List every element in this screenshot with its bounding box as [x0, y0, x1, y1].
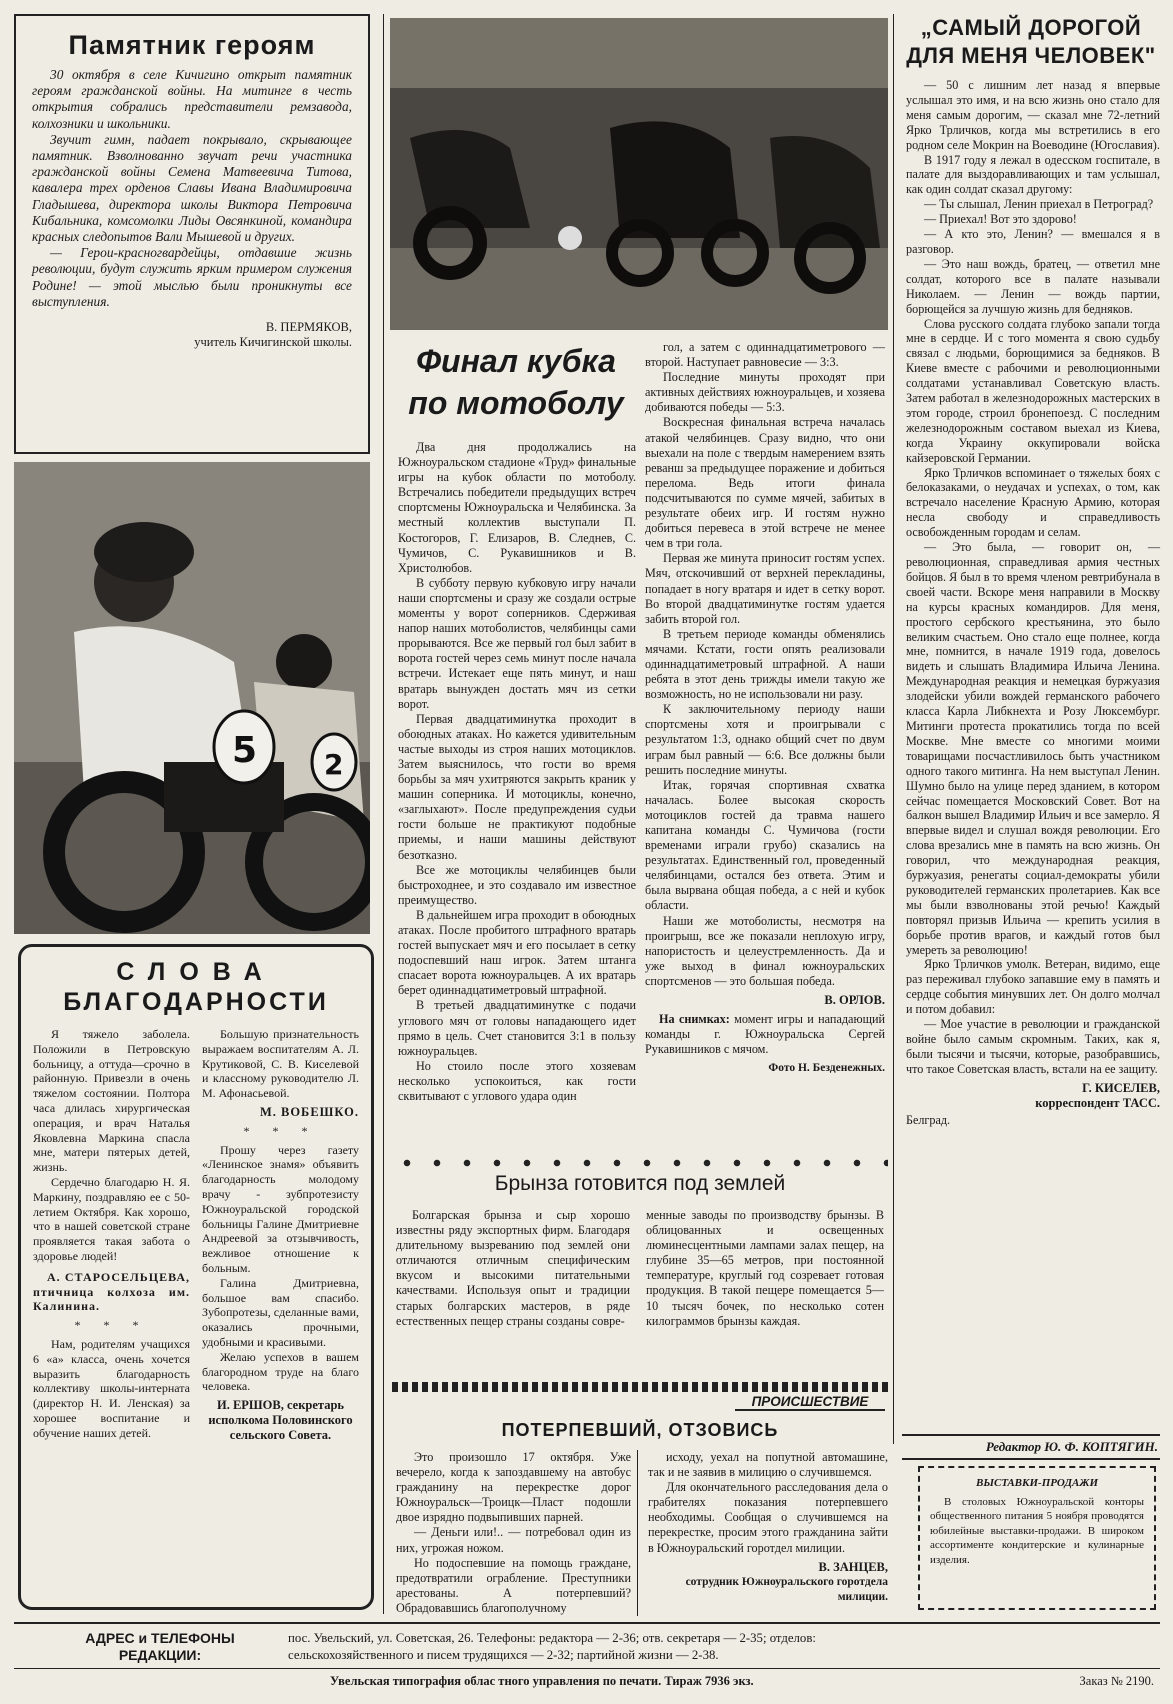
wavy-separator [392, 1382, 888, 1392]
motoball-game-illustration [390, 18, 888, 330]
moto-paragraph: Итак, горячая спортивная схватка началась. Более высокая скорость мотоциклов гостей да травма нашего капитана команды С. Чумичова (гости временами играли грубо) сказались на результатах. Единственный гол, проведенный челябинцами, остался без ответа. Этим и была вырвана общая победа, а с ней и кубок области. [645, 777, 885, 913]
monument-paragraph: — Герои-красногвардейцы, отдавшие жизнь революции, будут служить ярким примером служения Родине! — этой мыслью были проникнуты все выступления. [32, 245, 352, 309]
moto-paragraph: Последние минуты проходят при активных действиях южноуральцев, и хозяева добиваются победы — 5:3. [645, 370, 885, 415]
person-paragraph: — Ты слышал, Ленин приехал в Петроград? [924, 197, 1154, 212]
incident-rubric: ПРОИСШЕСТВИЕ [735, 1394, 885, 1411]
moto-photo-game [390, 18, 888, 330]
thanks-paragraph: Нам, родителям учащихся 6 «а» класса, очень хочется выразить благодарность коллективу школы-интерната (директор Н. И. Ленская) за хорошее воспитание и обучение наших детей. [33, 1336, 190, 1440]
incident-paragraph: Это произошло 17 октября. Уже вечерело, когда к запоздавшему на автобус гражданину на перекрестке дорог Южноуральск—Троицк—Пласт подошли двое изрядно подвыпивших парней. [396, 1450, 631, 1525]
moto-paragraph: В дальнейшем игра проходит в обоюдных атаках. После пробитого штрафного вратарь гостей выпускает мяч и его посылает в сетку подоспевший наш игрок. Затем штанга спасает ворота южноуральцев. А их вратарь берет одиннадцатиметровый штрафной. [398, 907, 636, 998]
person-title [902, 14, 1160, 70]
person-paragraph: — Это была, — говорит он, — революционная, справедливая армия честных бойцов. Я был в то время членом ревтрибунала в своей части. Вскоре меня направили в Москву на курсы красных командиров. Для меня, простого сербского крестьянина, это было великим счастьем. Оно стало еще полнее, когда мне, помнится, в начале 1919 года, довелось видеть и слышать Владимира Ильича Ленина. Международная реакция и немецкая буржуазия злодейски убили вождей германского рабочего класса Карла Либкнехта и Розу Люксембург. Митинги протеста прокатились тогда по всей Москве. Мне вместе со многими моими товарищами посчастливилось быть участником одного такого митинга. На нем выступал Ленин. Шумно было на улице перед зданием, в котором сейчас помещается Московский Совет. Вот на балкон вышел Владимир Ильич и все замерло. Я впервые видел и слушал вождя революции. Его слова врезались мне в память на всю жизнь. Он говорил, что международная реакция, буржуазия, ренегаты социал-демократы убили руководителей германских пролетариев. Как все мы были взволнованы этой речью! Каждый повторял призыв Ильича — крепить усилия в борьбе против врагов, и каждый готов был умереть за революцию! [906, 540, 1160, 957]
monument-paragraph: Звучит гимн, падает покрывало, скрывающее памятник. Взволнованно звучат речи участника гражданской войны Семена Матвеевича Титова, кавалера трех орденов Славы Ивана Владимировича Гладышева, директора школы Виктора Петровича Кибальника, комсомолки Лиды Овсянкиной, командира красных следопытов Вали Мышевой и других. [32, 131, 352, 245]
moto-paragraph: Два дня продолжались на Южноуральском стадионе «Труд» финальные игры на кубок области по мотоболу. Встречались победители предыдущих встреч спортсмены Южноуральска и Челябинска. За местный коллектив выступали П. Костогоров, Г. Елизаров, В. Следнев, С. Чумичов, С. Рукавишников и В. Христолюбов. [398, 440, 636, 575]
person-author-role: корреспондент ТАСС. [1035, 1095, 1160, 1110]
monument-paragraph: 30 октября в селе Кичигино открыт памятник героям гражданской войны. На митинге в честь открытия собрались представители ремзавода, колхозники и школьники. [32, 67, 352, 131]
monument-author-role: учитель Кичигинской школы. [194, 335, 352, 350]
motorcycle-rider-illustration [14, 462, 370, 934]
incident-author: В. ЗАНЦЕВ, [818, 1559, 888, 1574]
person-title-line1: „САМЫЙ ДОРОГОЙ [920, 15, 1142, 40]
thanks-separator: * * * [74, 1318, 149, 1333]
moto-paragraph: Первая же минута приносит гостям успех. Мяч, отскочивший от верхней перекладины, попадает в ногу вратаря и идет в сетку ворот. Во второй двадцатиминутке гостям удается забить второй гол. [645, 551, 885, 626]
footer-address [288, 1630, 1158, 1664]
moto-photo-rider [14, 462, 370, 934]
thanks-paragraph: Желаю успехов в вашем благородном труде на благо человека. [202, 1349, 359, 1394]
thanks-signature: И. ЕРШОВ, секретарь исполкома Половинского сельского Совета. [208, 1398, 353, 1442]
footer-label [60, 1630, 260, 1664]
person-body [906, 78, 1160, 1127]
person-paragraph: — Это наш вождь, братец, — ответил мне солдат, которого все в палате называли Николаем. — Ленин — вождь партии, борющейся за лучшую жизнь для бедняков. [906, 256, 1160, 316]
thanks-paragraph: Прошу через газету «Ленинское знамя» объявить благодарность молодому врачу - зубпротезисту Южноуральской городской больницы Галине Дмитриевне Андреевой за отзывчивость, вежливое отношение к больным. [202, 1142, 359, 1275]
brynza-title: Брынза готовится под землей [494, 1172, 786, 1195]
person-paragraph: — А кто это, Ленин? — вмешался я в разговор. [906, 227, 1160, 256]
thanks-signature: А. СТАРОСЕЛЬЦЕВА, птичница колхоза им. Калинина. [33, 1269, 190, 1314]
thanks-article [18, 944, 374, 1610]
incident-paragraph: — Деньги или!.. — потребовал один из них, угрожая ножом. [396, 1525, 631, 1555]
svg-text:5: 5 [232, 730, 258, 771]
incident-paragraph: Но подоспевшие на помощь граждане, предотвратили ограбление. Преступники арестованы. А потерпевший? Обрадовавшись благополучному [396, 1555, 631, 1615]
footer-rule [14, 1622, 1160, 1624]
moto-col-2 [645, 340, 885, 1077]
moto-caption [645, 1012, 885, 1057]
thanks-paragraph: Сердечно благодарю Н. Я. Маркину, поздравляю ее с 50-летием Октября. Как хорошо, что в нашей советской стране проявляется такая забота о здоровье людей! [33, 1174, 190, 1263]
moto-paragraph: В субботу первую кубковую игру начали наши спортсмены и сразу же создали острые моменты у ворот соперников. Сдерживая напор наших мотоболистов, челябинцы сами прорываются. Все же первый гол был забит в ворота гостей через семь минут после начала встречи. Истекает еще пять минут, и наш вратарь вынужден достать мяч из сетки ворот. [398, 575, 636, 711]
brynza-col-2: менные заводы по производству брынзы. В облицованных и освещенных люминесцентными лампами залах пещер, на глубине 35—65 метров, при постоянной температуре, круглый год созревает готовая продукция. В такой пещере помещается 5—10 тысяч бочек, по несколько сотен килограммов брынзы каждая. [646, 1208, 884, 1328]
thanks-title-line2: БЛАГОДАРНОСТИ [63, 988, 329, 1016]
footer-order: Заказ № 2190. [1079, 1674, 1154, 1688]
footer-imprint: Увельская типография облас тного управления по печати. Тираж 7936 экз. [330, 1674, 754, 1688]
incident-paragraph: Для окончательного расследования дела о грабителях показания потерпевшего необходимы. Сообщая о случившемся на перекрестке, просим этого гражданина зайти в Южноуральский горотдел милиции. [648, 1480, 888, 1555]
moto-paragraph: гол, а затем с одиннадцатиметрового — второй. Наступает равновесие — 3:3. [645, 340, 885, 370]
person-paragraph: — Мое участие в революции и гражданской войне было самым скромным. Таких, как я, были тысячи и тысячи, которые, разобравшись, что такое Советская власть, встали на ее защиту. [906, 1017, 1160, 1076]
incident-paragraph: исходу, уехал на попутной автомашине, так и не заявив в милицию о случившемся. [648, 1450, 888, 1480]
person-paragraph: Слова русского солдата глубоко запали тогда мне в сердце. И с того момента я свою судьбу связал с людьми, борющимися за бедняков. В Киеве вместе с рабочими и революционными солдатами устанавливал Советскую власть. Затем работал в железнодорожных мастерских в этом городе, строил бронепоезд. С последним железнодорожным составом выехал из Киева, когда Украину оккупировали войска кайзеровской Германии. [906, 316, 1160, 465]
monument-body [32, 67, 352, 310]
thanks-paragraph: Галина Дмитриевна, большое вам спасибо. Зубопротезы, сделанные вами, оказались прочными, удобными и красивыми. [202, 1275, 359, 1349]
thanks-title-line1: СЛОВА [116, 958, 276, 986]
incident-col-2 [648, 1450, 888, 1605]
editor-line: Редактор Ю. Ф. КОПТЯГИН. [902, 1434, 1160, 1460]
svg-text:2: 2 [324, 748, 344, 781]
footer-label-line2: РЕДАКЦИИ: [118, 1647, 202, 1663]
incident-title: ПОТЕРПЕВШИЙ, ОТЗОВИСЬ [501, 1420, 779, 1440]
footer-address-line1: пос. Увельский, ул. Советская, 26. Телефоны: редактора — 2-36; отв. секретаря — 2-35; отделов: [288, 1631, 816, 1645]
column-rule [893, 14, 894, 1444]
dot-separator [392, 1158, 888, 1168]
moto-paragraph: К заключительному периоду наши спортсмены хотя и проигрывали с результатом 1:3, однако общий счет по двум играм был равный — 6:6. Все должны были решить последние минуты. [645, 702, 885, 777]
moto-title-line1: Финал кубка [416, 343, 616, 379]
thanks-col-right [202, 1027, 359, 1443]
thanks-paragraph: Я тяжело заболела. Положили в Петровскую больницу, а оттуда—срочно в районную. Привезли в очень тяжелом состоянии. Полтора часа длилась хирургическая операция, и врач Наталья Яковлевна Маркина спасла мне, матери пятерых детей, жизнь. [33, 1027, 190, 1175]
moto-paragraph: Первая двадцатиминутка проходит в обоюдных атаках. Но кажется удивительным частые выходы из строя наших мотоциклов. Затем выяснилось, что гости во время борьбы за мяч ухитряются закрыть краник у машин соперника. И мотоциклы, конечно, «заглыхают». После предупреждения судьи гости больше не практикуют подобные приемы, и наши машины действуют безотказно. [398, 711, 636, 862]
thanks-separator: * * * [243, 1123, 318, 1138]
person-paragraph: Ярко Трличков вспоминает о тяжелых боях с белоказаками, о неудачах и успехах, о том, как встречало население Красную Армию, которая несла свободу и справедливость освобожденным городам и селам. [906, 465, 1160, 540]
person-title-line2: ДЛЯ МЕНЯ ЧЕЛОВЕК" [906, 43, 1156, 68]
monument-author: В. ПЕРМЯКОВ, [265, 320, 352, 335]
person-paragraph: Ярко Трличков умолк. Ветеран, видимо, еще раз переживал глубоко запавшие ему в память и сердце события минувших лет. Он долго молчал и потом добавил: [906, 957, 1160, 1017]
column-rule [383, 14, 384, 1614]
thanks-paragraph: Большую признательность выражаем воспитателям А. Л. Крутиковой, С. В. Киселевой и классному руководителю Л. М. Афонасьевой. [202, 1027, 359, 1101]
incident-col-1 [396, 1450, 638, 1616]
moto-paragraph: В третьем периоде команды обменялись мячами. Кстати, гости опять реализовали одиннадцатиметровый штрафной. А наши ребята в этот день трижды имели такую же возможность, но не использовали ни разу. [645, 626, 885, 702]
moto-author: В. ОРЛОВ. [824, 993, 885, 1008]
moto-paragraph: Воскресная финальная встреча началась атакой челябинцев. Сразу видно, что они выехали на поле с твердым намерением взять реванш за предыдущее поражение и добиться перелома. Ведь итоги финала подсчитываются по сумме мячей, забитых в результате обеих игр. И гостям нужно добиться перевеса в этой встрече не менее чем в три гола. [645, 415, 885, 551]
moto-paragraph: В третьей двадцатиминутке с подачи углового мяч от головы нападающего идет прямо в цель. Счет становится 3:1 в пользу южноуральцев. [398, 998, 636, 1058]
footer-address-line2: сельскохозяйственного и писем трудящихся — 2-32; партийной жизни — 2-38. [288, 1648, 719, 1662]
person-paragraph: — 50 с лишним лет назад я впервые услышал это имя, и на всю жизнь оно стало для меня самым дорогим, — сказал мне 72-летний Ярко Трличков, когда мы встретились в его родном селе Мокрин на Воеводине (Югославия). [906, 78, 1160, 152]
moto-caption-label: На снимках: [659, 1012, 730, 1027]
person-paragraph: — Приехал! Вот это здорово! [924, 212, 1077, 227]
exhibit-text: В столовых Южноуральской конторы общественного питания 5 ноября проводятся юбилейные выставки-продажи. В широком ассортименте кондитерские и кулинарные изделия. [930, 1495, 1144, 1566]
person-author: Г. КИСЕЛЕВ, [1082, 1080, 1160, 1095]
person-paragraph: В 1917 году я лежал в одесском госпитале, в палате для выздоравливающих и там услышал, как один солдат сказал другому: [906, 152, 1160, 197]
moto-caption-text: момент игры и нападающий команды г. Южноуральска Сергей Рукавишников с мячом. [645, 1012, 886, 1057]
footer-rule [14, 1668, 1160, 1669]
moto-title [396, 340, 636, 424]
moto-photo-credit: Фото Н. Безденежных. [768, 1062, 885, 1075]
moto-paragraph: Но стоило после этого хозяевам несколько успокоиться, как гости сквитывают с углового удара один [398, 1058, 636, 1104]
exhibit-box [918, 1466, 1156, 1610]
thanks-signature: М. ВОБЕШКО. [259, 1104, 359, 1119]
thanks-title [33, 957, 359, 1017]
person-place: Белград. [906, 1112, 951, 1127]
exhibit-title: ВЫСТАВКИ-ПРОДАЖИ [975, 1477, 1099, 1489]
moto-title-line2: по мотоболу [408, 385, 624, 421]
thanks-columns [33, 1027, 359, 1443]
incident-author-role: сотрудник Южноуральского горотдела милиции. [685, 1575, 888, 1603]
moto-paragraph: Наши же мотоболисты, несмотря на проигрыш, все же показали неплохую игру, напористость и целеустремленность. Да и уже выход в финал южноуральских спортсменов — это большая победа. [645, 913, 885, 988]
moto-paragraph: Все же мотоциклы челябинцев были быстроходнее, и это создавало им известное преимущество. [398, 862, 636, 907]
monument-title: Памятник героям [68, 30, 316, 60]
thanks-col-left [33, 1027, 190, 1443]
monument-article [14, 14, 370, 454]
moto-col-1 [398, 440, 636, 1104]
brynza-col-1: Болгарская брынза и сыр хорошо известны ряду экспортных фирм. Благодаря длительному вызреванию под землей они отличаются отличным специфическим вкусом и высокими питательными качествами. Используя опыт и традиции старых болгарских мастеров, в ряде естественных пещер страны созданы совре- [396, 1208, 630, 1328]
footer-label-line1: АДРЕС и ТЕЛЕФОНЫ [85, 1630, 235, 1646]
